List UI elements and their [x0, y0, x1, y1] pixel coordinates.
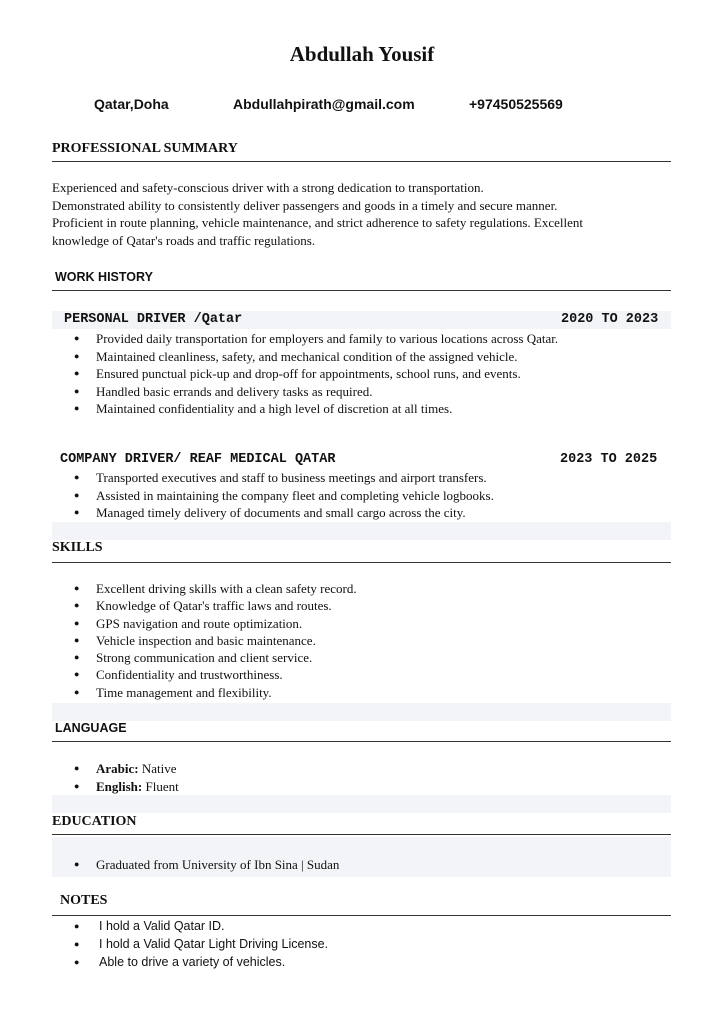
section-divider — [52, 161, 671, 162]
language-name: English: — [96, 778, 143, 794]
list-item: ● Transported executives and staff to business meetings and airport transfers. — [52, 469, 494, 487]
list-item: ● Excellent driving skills with a clean safety record. — [52, 580, 357, 597]
list-item: ● Ensured punctual pick-up and drop-off for appointments, school runs, and events. — [52, 365, 558, 383]
language-item — [52, 778, 179, 796]
list-item: ● I hold a Valid Qatar ID. — [52, 917, 328, 935]
summary-line: Proficient in route planning, vehicle maintenance, and strict adherence to safety regulations. Excellent — [52, 215, 583, 230]
section-divider — [52, 915, 671, 916]
list-item: ● Maintained cleanliness, safety, and mechanical condition of the assigned vehicle. — [52, 348, 558, 366]
section-title-language: LANGUAGE — [55, 721, 127, 735]
contact-location: Qatar,Doha — [94, 96, 169, 112]
job-duties-list — [52, 330, 558, 418]
list-item: ● Vehicle inspection and basic maintenance. — [52, 632, 357, 649]
language-level: Fluent — [145, 778, 179, 794]
education-list — [52, 856, 339, 874]
section-title-summary: PROFESSIONAL SUMMARY — [52, 141, 238, 156]
list-item: ● Time management and flexibility. — [52, 684, 357, 701]
list-item: ● Graduated from University of Ibn Sina | Sudan — [52, 856, 339, 874]
list-item: ● Managed timely delivery of documents and small cargo across the city. — [52, 504, 494, 522]
list-item: ● Knowledge of Qatar's traffic laws and routes. — [52, 597, 357, 614]
section-bg — [52, 795, 671, 813]
job-title: PERSONAL DRIVER /Qatar — [64, 312, 243, 327]
summary-line: knowledge of Qatar's roads and traffic regulations. — [52, 232, 316, 248]
job-dates: 2023 TO 2025 — [560, 452, 658, 467]
list-item: ● GPS navigation and route optimization. — [52, 615, 357, 632]
job-dates: 2020 TO 2023 — [561, 312, 659, 327]
list-item: ● Provided daily transportation for employers and family to various locations across Qatar. — [52, 330, 558, 348]
section-bg — [52, 522, 671, 540]
section-divider — [52, 834, 671, 835]
summary-paragraph — [52, 179, 672, 249]
contact-phone[interactable]: +97450525569 — [469, 96, 563, 112]
language-list — [52, 760, 179, 795]
section-divider — [52, 741, 671, 742]
section-divider — [52, 562, 671, 563]
list-item: ● I hold a Valid Qatar Light Driving License. — [52, 935, 328, 953]
section-bg — [52, 703, 671, 721]
section-title-notes: NOTES — [60, 893, 108, 908]
job-title: COMPANY DRIVER/ REAF MEDICAL QATAR — [60, 452, 336, 467]
language-item — [52, 760, 179, 778]
notes-list — [52, 917, 328, 971]
section-title-work: WORK HISTORY — [55, 270, 153, 284]
section-title-skills: SKILLS — [52, 540, 103, 555]
language-level: Native — [141, 761, 177, 776]
list-item: ● Assisted in maintaining the company fleet and completing vehicle logbooks. — [52, 487, 494, 505]
summary-line: Experienced and safety-conscious driver with a strong dedication to transportation. — [52, 180, 484, 195]
skills-list — [52, 580, 357, 701]
language-name: Arabic: — [96, 761, 139, 776]
summary-line: Demonstrated ability to consistently deliver passengers and goods in a timely and secure manner. — [52, 197, 558, 213]
list-item: ● Maintained confidentiality and a high level of discretion at all times. — [52, 400, 558, 418]
job-duties-list — [52, 469, 494, 522]
contact-email[interactable]: Abdullahpirath@gmail.com — [233, 96, 415, 112]
list-item: ● Confidentiality and trustworthiness. — [52, 666, 357, 683]
list-item: ● Strong communication and client service. — [52, 649, 357, 666]
section-title-education: EDUCATION — [52, 814, 137, 829]
list-item: ● Handled basic errands and delivery tasks as required. — [52, 383, 558, 401]
section-divider — [52, 290, 671, 291]
list-item: ● Able to drive a variety of vehicles. — [52, 953, 328, 971]
candidate-name: Abdullah Yousif — [289, 42, 435, 66]
